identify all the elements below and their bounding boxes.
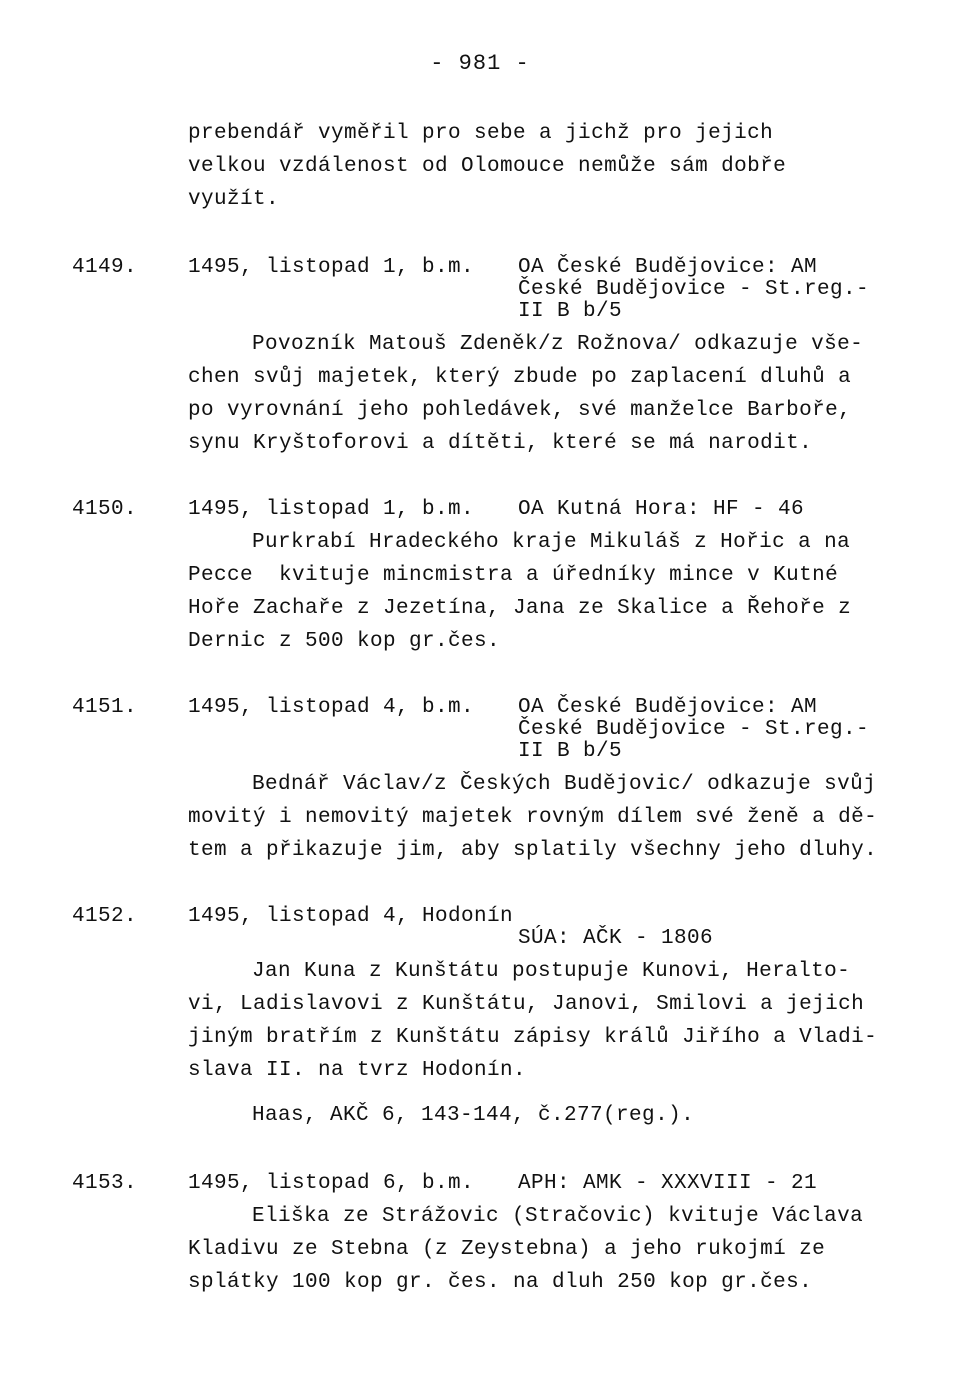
entry-source: SÚA: AČK - 1806 — [518, 927, 714, 950]
entry-text-line: Kladivu ze Stebna (z Zeystebna) a jeho rukojmí ze — [188, 1238, 826, 1261]
entry-source: OA Kutná Hora: HF - 46 — [518, 498, 805, 521]
entry-source: II B b/5 — [518, 300, 623, 323]
entry-text-line: Purkrabí Hradeckého kraje Mikuláš z Hořic a na — [252, 531, 851, 554]
entry-date-place: 1495, listopad 6, b.m. — [188, 1172, 475, 1195]
entry-source: České Budějovice - St.reg.- — [518, 278, 870, 301]
entry-text-line: tem a přikazuje jim, aby splatily všechny jeho dluhy. — [188, 839, 878, 862]
entry-date-place: 1495, listopad 4, b.m. — [188, 696, 475, 719]
entry-number: 4151. — [72, 696, 138, 719]
entry-source: APH: AMK - XXXVIII - 21 — [518, 1172, 818, 1195]
entry-text-line: slava II. na tvrz Hodonín. — [188, 1059, 527, 1082]
entry-text-line: jiným bratřím z Kunštátu zápisy králů Jiřího a Vladi- — [188, 1026, 878, 1049]
entry-number: 4153. — [72, 1172, 138, 1195]
entry-text-line: Pecce kvituje mincmistra a úředníky mince v Kutné — [188, 564, 839, 587]
entry-text-line: movitý i nemovitý majetek rovným dílem své ženě a dě- — [188, 806, 878, 829]
entry-number: 4150. — [72, 498, 138, 521]
entry-date-place: 1495, listopad 1, b.m. — [188, 498, 475, 521]
entry-text-line: Dernic z 500 kop gr.čes. — [188, 630, 501, 653]
page-number: - 981 - — [430, 51, 530, 76]
continuation-line: prebendář vyměřil pro sebe a jichž pro jejich — [188, 122, 774, 145]
entry-text-line: synu Kryštoforovi a dítěti, které se má narodit. — [188, 432, 813, 455]
entry-literature: Haas, AKČ 6, 143-144, č.277(reg.). — [252, 1104, 695, 1127]
continuation-line: velkou vzdálenost od Olomouce nemůže sám dobře — [188, 155, 787, 178]
entry-text-line: Jan Kuna z Kunštátu postupuje Kunovi, Heralto- — [252, 960, 851, 983]
entry-source: České Budějovice - St.reg.- — [518, 718, 870, 741]
entry-number: 4152. — [72, 905, 138, 928]
entry-date-place: 1495, listopad 4, Hodonín — [188, 905, 514, 928]
entry-source: OA České Budějovice: AM — [518, 696, 818, 719]
entry-text-line: splátky 100 kop gr. čes. na dluh 250 kop gr.čes. — [188, 1271, 813, 1294]
entry-source: OA České Budějovice: AM — [518, 256, 818, 279]
continuation-line: využít. — [188, 188, 280, 211]
entry-text-line: vi, Ladislavovi z Kunštátu, Janovi, Smilovi a jejich — [188, 993, 865, 1016]
entry-text-line: Hoře Zachaře z Jezetína, Jana ze Skalice a Řehoře z — [188, 597, 852, 620]
entry-text-line: chen svůj majetek, který zbude po zaplacení dluhů a — [188, 366, 852, 389]
entry-text-line: Bednář Václav/z Českých Budějovic/ odkazuje svůj — [252, 773, 877, 796]
entry-text-line: Povozník Matouš Zdeněk/z Rožnova/ odkazuje vše- — [252, 333, 864, 356]
entry-number: 4149. — [72, 256, 138, 279]
entry-text-line: Eliška ze Strážovic (Stračovic) kvituje Václava — [252, 1205, 864, 1228]
entry-source: II B b/5 — [518, 740, 623, 763]
entry-text-line: po vyrovnání jeho pohledávek, své manželce Barboře, — [188, 399, 852, 422]
entry-date-place: 1495, listopad 1, b.m. — [188, 256, 475, 279]
